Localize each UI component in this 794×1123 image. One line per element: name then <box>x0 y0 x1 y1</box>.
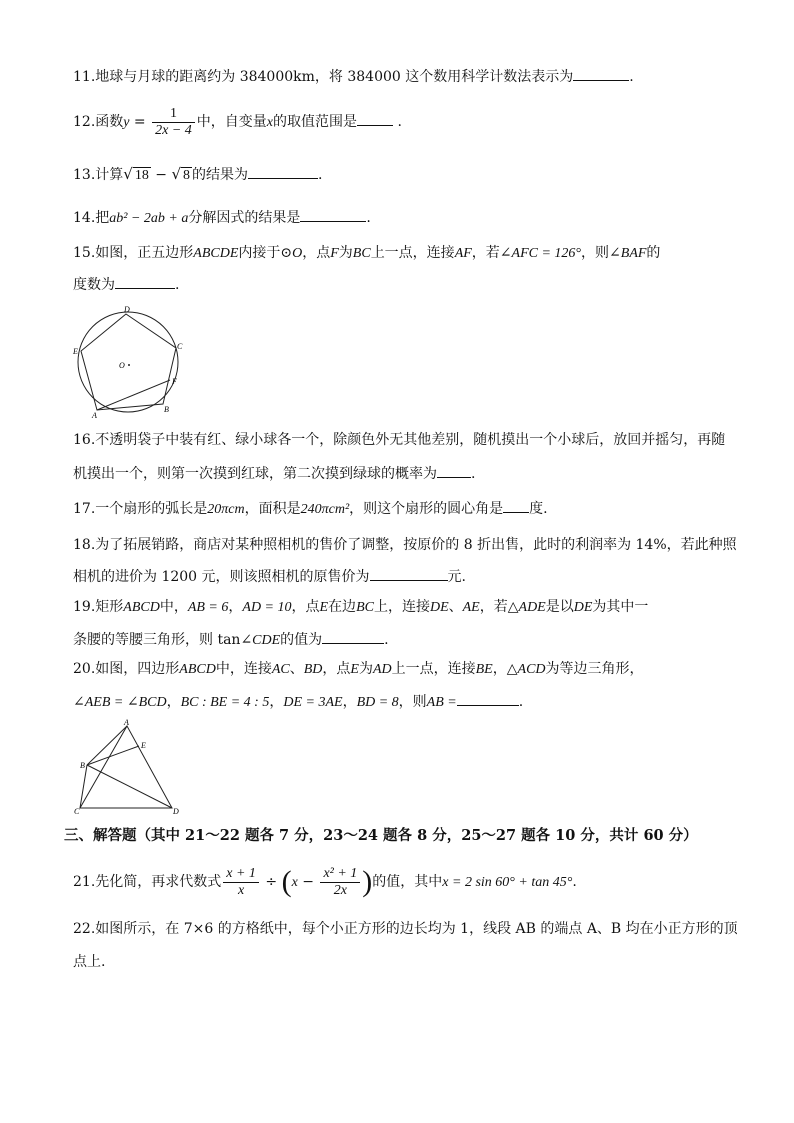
segment-bd <box>87 765 172 808</box>
question-14: 14.把ab² − 2ab + a分解因式的结果是 . <box>73 207 371 229</box>
question-18-line-1: 18.为了拓展销路，商店对某种照相机的售价了调整，按原价的 8 折出售，此时的利润率为 14%，若此种照 <box>73 537 737 553</box>
q20-quadrilateral-figure <box>72 718 184 816</box>
segment-be <box>87 746 139 765</box>
right-paren: ) <box>362 865 373 898</box>
q11-text: 11.地球与月球的距离约为 384000km，将 384000 这个数用科学计数法表示为 <box>73 69 574 85</box>
segment-ab <box>87 726 127 765</box>
question-18-line-2: 相机的进价为 1200 元，则该照相机的原售价为 元. <box>73 566 466 587</box>
sqrt-symbol: √ <box>171 165 182 183</box>
q20-answer-blank[interactable] <box>457 691 519 706</box>
q18-answer-blank[interactable] <box>370 566 448 581</box>
question-20-line-1: 20.如图，四边形ABCD中，连接AC、BD，点E为AD上一点，连接BE，△ACD为等边三角形， <box>73 661 644 677</box>
q14-answer-blank[interactable] <box>300 207 366 222</box>
segment-af <box>97 380 170 410</box>
q13-answer-blank[interactable] <box>248 164 318 179</box>
label-e: E <box>141 741 146 750</box>
label-a: A <box>92 411 97 418</box>
label-d: D <box>173 807 179 816</box>
section-3-heading: 三、解答题（其中 21～22 题各 7 分，23～24 题各 8 分，25～27 题各 10 分，共计 60 分） <box>64 827 698 844</box>
triangle-acd <box>80 726 172 808</box>
question-12: 12.函数y = $\frac{1}{2x - 4}$ 中，自变量x的取值范围是 . <box>73 105 402 138</box>
question-21: 21.先化简，再求代数式 $\frac{x + 1}{x}$ ÷ (x − $\frac{\text{x² + 1}}{2x}$ )的值，其中x = 2 sin 60° + tan 45°. <box>73 865 577 898</box>
q19-answer-blank[interactable] <box>322 629 384 644</box>
q21-fraction-1: $\frac{x + 1}{x}$ <box>223 866 259 899</box>
q16-answer-blank[interactable] <box>437 463 471 478</box>
label-c: C <box>177 342 183 351</box>
q11-answer-blank[interactable] <box>573 66 629 81</box>
label-b: B <box>80 761 85 770</box>
question-11: 11.地球与月球的距离约为 384000km，将 384000 这个数用科学计数法表示为 . <box>73 66 634 87</box>
question-16-line-2: 机摸出一个，则第一次摸到红球，第二次摸到绿球的概率为 . <box>73 463 475 484</box>
q12-fraction: $\frac{1}{2x - 4}$ <box>152 106 195 139</box>
label-d: D <box>124 305 130 314</box>
question-22-line-1: 22.如图所示，在 7×6 的方格纸中，每个小正方形的边长均为 1，线段 AB 的端点 A、B 均在小正方形的顶 <box>73 921 738 937</box>
label-c: C <box>74 807 80 816</box>
question-20-line-2: ∠AEB = ∠BCD，BC : BE = 4 : 5，DE = 3AE，BD = 8，则AB = . <box>73 691 523 713</box>
q21-fraction-2: $\frac{\text{x² + 1}}{2x}$ <box>320 866 360 899</box>
q15-pentagon-figure <box>72 302 192 418</box>
label-b: B <box>164 405 169 414</box>
center-dot <box>128 364 130 366</box>
q12-answer-blank[interactable] <box>357 111 393 126</box>
label-f: F <box>172 377 177 386</box>
question-16-line-1: 16.不透明袋子中装有红、绿小球各一个，除颜色外无其他差别，随机摸出一个小球后，放回并摇匀，再随 <box>73 432 726 448</box>
sqrt-symbol: √ <box>123 165 133 183</box>
pentagon-abcde <box>81 314 176 410</box>
question-13: 13.计算√ 18 − √ 8 的结果为 . <box>73 165 323 183</box>
label-a: A <box>124 718 129 727</box>
question-22-line-2: 点上. <box>73 954 106 970</box>
q17-answer-blank[interactable] <box>503 498 529 513</box>
question-19-line-2: 条腰的等腰三角形，则 tan∠CDE的值为 . <box>73 629 389 651</box>
question-19-line-1: 19.矩形ABCD中，AB = 6，AD = 10，点E在边BC上，连接DE、AE，若△ADE是以DE为其中一 <box>73 599 649 615</box>
label-o: O <box>119 361 125 370</box>
left-paren: ( <box>281 865 292 898</box>
question-17: 17.一个扇形的弧长是20πcm，面积是240πcm²，则这个扇形的圆心角是 度. <box>73 498 548 520</box>
question-15-line-1: 15.如图，正五边形ABCDE内接于⊙O，点F为BC上一点，连接AF，若∠AFC = 126°，则∠BAF的 <box>73 245 661 261</box>
question-15-line-2: 度数为 . <box>73 274 179 295</box>
label-e: E <box>73 347 78 356</box>
q15-answer-blank[interactable] <box>115 274 175 289</box>
